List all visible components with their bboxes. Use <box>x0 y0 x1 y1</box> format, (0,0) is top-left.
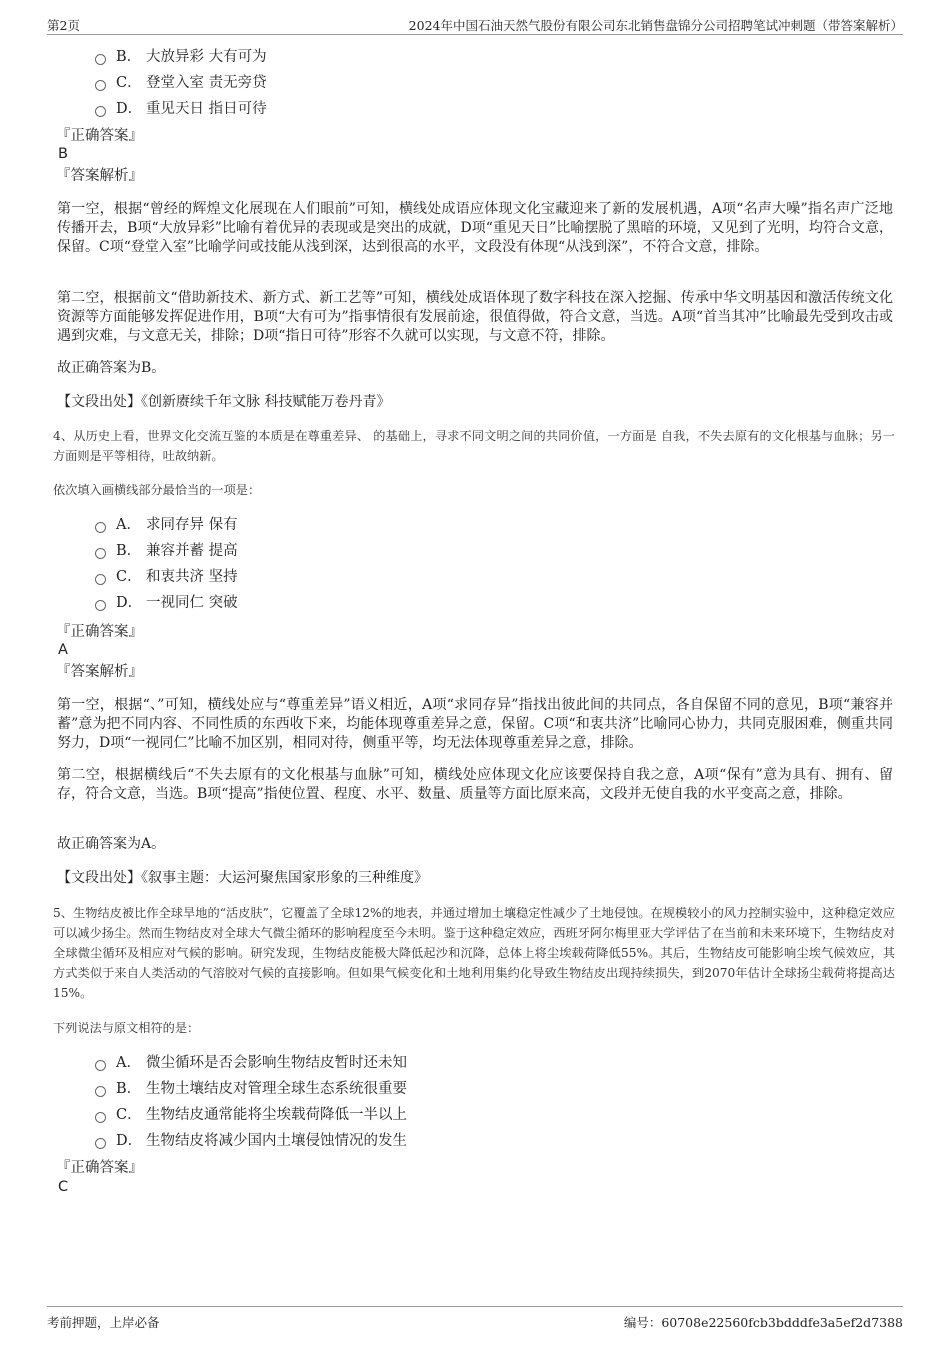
option-c[interactable]: C． 和衷共济 坚持 <box>95 564 238 590</box>
option-b[interactable]: B． 兼容并蓄 提高 <box>95 538 238 564</box>
option-c[interactable]: C． 生物结皮通常能将尘埃载荷降低一半以上 <box>95 1102 407 1128</box>
q3-options <box>95 44 267 122</box>
answer-value: C <box>58 1179 69 1195</box>
question-prompt: 依次填入画横线部分最恰当的一项是： <box>53 483 261 497</box>
option-b[interactable]: B． 生物土壤结皮对管理全球生态系统很重要 <box>95 1076 407 1102</box>
footer-slogan: 考前押题，上岸必备 <box>47 1315 160 1330</box>
radio-icon[interactable] <box>95 600 106 611</box>
option-d[interactable]: D． 一视同仁 突破 <box>95 590 238 616</box>
question-stem: 5、生物结皮被比作全球旱地的“活皮肤”，它覆盖了全球12%的地表，并通过增加土壤稳定性减少了土地侵蚀。在规模较小的风力控制实验中，这种稳定效应可以减少扬尘。然而生物结皮对全球大气微尘循环的影响程度至今未明。鉴于这种稳定效应，西班牙阿尔梅里亚大学评估了在当前和未来环境下，生物结皮对全球微尘循环及相应对气候的影响。研究发现，生物结皮能极大降低起沙和沉降，总体上将尘埃载荷降低55%。其后，生物结皮可能影响尘埃气候效应，其方式类似于来自人类活动的气溶胶对气候的直接影响。但如果气候变化和土地利用集约化导致生物结皮出现持续损失，到2070年估计全球扬尘载荷将提高达15%。 <box>53 906 895 1000</box>
radio-icon[interactable] <box>95 106 106 117</box>
analysis-paragraph: 第二空，根据横线后“不失去原有的文化根基与血脉”可知，横线处应体现文化应该要保持自我之意，A项“保有”意为具有、拥有、留存，符合文意，当选。B项“提高”指使位置、程度、水平、数量、质量等方面比原来高，文段并无使自我的水平变高之意，排除。 <box>57 767 893 802</box>
radio-icon[interactable] <box>95 54 106 65</box>
answer-label: 『正确答案』 <box>56 128 143 144</box>
radio-icon[interactable] <box>95 522 106 533</box>
document-id: 编号：60708e22560fcb3bdddfe3a5ef2d7388 <box>623 1315 903 1330</box>
radio-icon[interactable] <box>95 548 106 559</box>
radio-icon[interactable] <box>95 80 106 91</box>
option-d[interactable]: D． 重见天日 指日可待 <box>95 96 267 122</box>
answer-value: A <box>58 642 68 658</box>
option-a[interactable]: A． 微尘循环是否会影响生物结皮暂时还未知 <box>95 1050 407 1076</box>
page-header <box>47 14 903 35</box>
analysis-paragraph: 第一空，根据“曾经的辉煌文化展现在人们眼前”可知，横线处成语应体现文化宝藏迎来了新的发展机遇，A项“名声大噪”指名声广泛地传播开去，B项“大放异彩”比喻有着优异的表现或是突出的成就，D项“重见天日”比喻摆脱了黑暗的环境，又见到了光明，均符合文意，保留。C项“登堂入室”比喻学问或技能从浅到深，达到很高的水平，文段没有体现“从浅到深”，不符合文意，排除。 <box>57 201 893 255</box>
answer-value: B <box>58 146 68 162</box>
radio-icon[interactable] <box>95 1060 106 1071</box>
option-a[interactable]: A． 求同存异 保有 <box>95 512 238 538</box>
document-title: 2024年中国石油天然气股份有限公司东北销售盘锦分公司招聘笔试冲刺题（带答案解析） <box>408 18 903 33</box>
radio-icon[interactable] <box>95 1138 106 1149</box>
radio-icon[interactable] <box>95 1112 106 1123</box>
analysis-paragraph: 第一空，根据“、”可知，横线处应与“尊重差异”语义相近，A项“求同存异”指找出彼此间的共同点，各自保留不同的意见，B项“兼容并蓄”意为把不同内容、不同性质的东西收下来，均能体现尊重差异之意，保留。C项“和衷共济”比喻同心协力，共同克服困难，侧重共同努力，D项“一视同仁”比喻不加区别，相同对待，侧重平等，均无法体现尊重差异之意，排除。 <box>57 697 893 751</box>
q4-options <box>95 512 238 616</box>
radio-icon[interactable] <box>95 1086 106 1097</box>
answer-label: 『正确答案』 <box>56 1160 143 1176</box>
conclusion: 故正确答案为B。 <box>57 360 166 376</box>
analysis-label: 『答案解析』 <box>56 664 143 680</box>
source-citation: 【文段出处】《创新赓续千年文脉 科技赋能万卷丹青》 <box>57 394 391 410</box>
analysis-label: 『答案解析』 <box>56 168 143 184</box>
source-citation: 【文段出处】《叙事主题：大运河聚焦国家形象的三种维度》 <box>57 870 428 886</box>
q5-options <box>95 1050 407 1154</box>
answer-label: 『正确答案』 <box>56 624 143 640</box>
question-stem: 4、从历史上看，世界文化交流互鉴的本质是在尊重差异、 的基础上，寻求不同文明之间的共同价值，一方面是 自我，不失去原有的文化根基与血脉；另一方面则是平等相待，吐故纳新。 <box>53 429 895 463</box>
conclusion: 故正确答案为A。 <box>57 836 166 852</box>
option-c[interactable]: C． 登堂入室 责无旁贷 <box>95 70 267 96</box>
option-b[interactable]: B． 大放异彩 大有可为 <box>95 44 267 70</box>
radio-icon[interactable] <box>95 574 106 585</box>
page-number: 第2页 <box>47 18 80 33</box>
option-d[interactable]: D． 生物结皮将减少国内土壤侵蚀情况的发生 <box>95 1128 407 1154</box>
page-footer <box>47 1306 903 1331</box>
analysis-paragraph: 第二空，根据前文“借助新技术、新方式、新工艺等”可知，横线处成语体现了数字科技在深入挖掘、传承中华文明基因和激活传统文化资源等方面能够发挥促进作用，B项“大有可为”指事情很有发展前途，很值得做，符合文意，当选。A项“首当其冲”比喻最先受到攻击或遇到灾难，与文意无关，排除；D项“指日可待”形容不久就可以实现，与文意不符，排除。 <box>57 290 893 344</box>
question-prompt: 下列说法与原文相符的是： <box>53 1021 200 1035</box>
